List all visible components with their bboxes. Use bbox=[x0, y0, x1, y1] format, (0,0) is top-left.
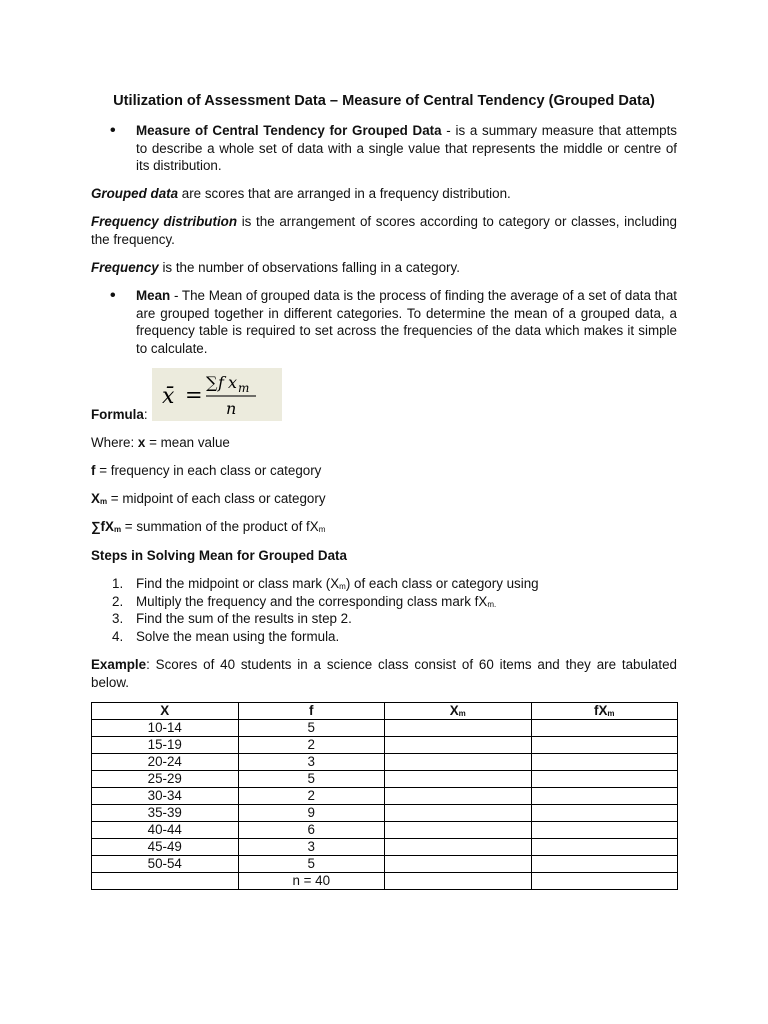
frequency-definition bbox=[91, 259, 677, 277]
step-item: 1. Find the midpoint or class mark $(X_m)$ of each class or category using bbox=[112, 576, 539, 591]
header-f: f bbox=[238, 703, 385, 720]
table-header-row bbox=[92, 703, 678, 720]
bullet-text: - is a summary measure that attempts to describe a whole set of data with a single value that represents the middle or centre of its distribution. bbox=[136, 123, 677, 174]
step-item: 3. Find the sum of the results in step 2. bbox=[112, 611, 352, 627]
table-row: 10-14 5 bbox=[92, 720, 678, 737]
formula-x-bar: x̄ bbox=[162, 384, 175, 409]
header-fxm: $fX_m$ bbox=[531, 703, 678, 720]
table-row: 25-29 5 bbox=[92, 771, 678, 788]
header-xm: $X_m$ bbox=[385, 703, 532, 720]
table-row: 45-49 3 bbox=[92, 839, 678, 856]
bullet-mean bbox=[136, 287, 677, 357]
formula-equals: = bbox=[185, 383, 203, 407]
formula-n: n bbox=[226, 399, 237, 418]
definition-text: is the arrangement of scores according to category or classes, including the frequency. bbox=[91, 214, 677, 247]
bullet-marker: • bbox=[110, 122, 116, 139]
table-row: 30-34 2 bbox=[92, 788, 678, 805]
formula-sub-m: m bbox=[238, 381, 250, 395]
definition-f: f = frequency in each class or category bbox=[91, 463, 322, 478]
frequency-distribution-definition bbox=[91, 213, 677, 248]
formula-sigma: ∑ bbox=[206, 373, 218, 392]
table-row: 15-19 2 bbox=[92, 737, 678, 754]
bullet-marker: • bbox=[110, 287, 116, 304]
bullet-text: - The Mean of grouped data is the process of finding the average of a set of data that are grouped together in different categories. To determine the mean of a grouped data, a frequency table is required to set across the frequencies of the data which makes it simple to calculate. bbox=[136, 288, 677, 356]
total-n: n = 40 bbox=[238, 873, 385, 890]
steps-heading: Steps in Solving Mean for Grouped Data bbox=[91, 548, 347, 563]
bullet-central-tendency bbox=[136, 122, 677, 175]
definition-sum: $\sum fX_m$ = summation of the product of $fX_m$ bbox=[91, 519, 326, 534]
bullet-term: Measure of Central Tendency for Grouped Data bbox=[136, 123, 442, 138]
page-title: Utilization of Assessment Data – Measure of Central Tendency (Grouped Data) bbox=[113, 93, 655, 109]
steps-list bbox=[112, 575, 539, 645]
table-row: 20-24 3 bbox=[92, 754, 678, 771]
formula-x: x bbox=[228, 373, 238, 392]
table-total-row bbox=[92, 873, 678, 890]
example-paragraph: Example: Scores of 40 students in a science class consist of 60 items and they are tabulated below. bbox=[91, 657, 677, 690]
formula-f: f bbox=[218, 373, 224, 392]
mean-formula-image bbox=[152, 368, 282, 421]
table-row: 35-39 9 bbox=[92, 805, 678, 822]
definition-xm: $X_m$ = midpoint of each class or category bbox=[91, 491, 326, 506]
definition-text: are scores that are arranged in a frequency distribution. bbox=[178, 186, 511, 201]
frequency-table bbox=[91, 702, 678, 890]
table-row: 50-54 5 bbox=[92, 856, 678, 873]
grouped-data-definition bbox=[91, 185, 677, 203]
definition-text: is the number of observations falling in a category. bbox=[158, 260, 460, 275]
table-row: 40-44 6 bbox=[92, 822, 678, 839]
step-item: 2. Multiply the frequency and the corresponding class mark $fX_{m.}$ bbox=[112, 593, 497, 609]
term: Frequency bbox=[91, 260, 159, 275]
term: Grouped data bbox=[91, 186, 179, 201]
bullet-term: Mean bbox=[136, 288, 171, 303]
step-item: 4. Solve the mean using the formula. bbox=[112, 628, 340, 644]
header-x: X bbox=[92, 703, 239, 720]
formula-label: Formula: bbox=[91, 407, 148, 422]
term: Frequency distribution bbox=[91, 214, 238, 229]
where-mean-value: Where: x = mean value bbox=[91, 435, 230, 450]
